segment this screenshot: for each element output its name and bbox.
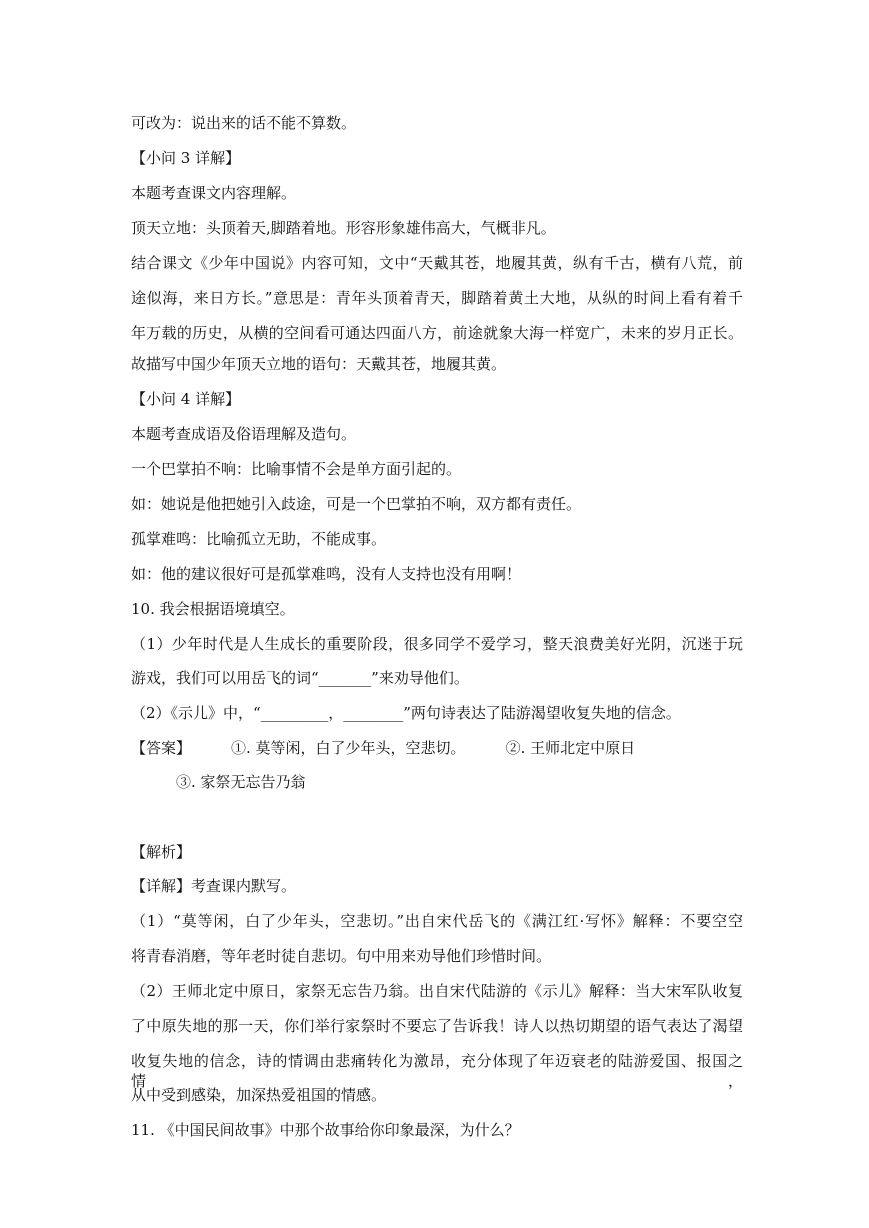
text-line: 如：她说是他把她引入歧途，可是一个巴掌拍不响，双方都有责任。 [131, 495, 582, 513]
text-line: 游戏，我们可以用岳飞的词“_______”来劝导他们。 [131, 669, 469, 687]
section-heading: 【解析】 [131, 843, 192, 861]
text-line: 孤掌难鸣：比喻孤立无助，不能成事。 [131, 530, 387, 548]
section-heading: 【小问 4 详解】 [131, 390, 241, 408]
text-line: 结合课文《少年中国说》内容可知，文中“天戴其苍，地履其黄，纵有千古，横有八荒，前 [131, 254, 743, 272]
text-line: 从中受到感染，加深热爱祖国的情感。 [131, 1086, 387, 1104]
answer-label: 【答案】 [131, 739, 192, 757]
text-line: 可改为：说出来的话不能不算数。 [131, 114, 357, 132]
text-line: 如：他的建议很好可是孤掌难鸣，没有人支持也没有用啊！ [131, 565, 522, 583]
answer-item: ①. 莫等闲，白了少年头，空悲切。 [231, 739, 466, 757]
answer-line [131, 738, 743, 758]
text-line: （1）“莫等闲，白了少年头，空悲切。”出自宋代岳飞的《满江红·写怀》解释：不要空空 [131, 912, 743, 930]
text-line: （2）《示儿》中，“_________，________”两句诗表达了陆游渴望收复失地的信念。 [131, 704, 681, 722]
text-line: 途似海，来日方长。”意思是：青年头顶着青天，脚踏着黄土大地，从纵的时间上看有着千 [131, 289, 743, 307]
text-line: 本题考查课文内容理解。 [131, 184, 297, 202]
question-title: 10. 我会根据语境填空。 [131, 600, 295, 618]
text-line: 顶天立地：头顶着天,脚踏着地。形容形象雄伟高大，气概非凡。 [131, 219, 556, 237]
text-line: 本题考查成语及俗语理解及造句。 [131, 425, 357, 443]
text-line: 年万载的历史，从横的空间看可通达四面八方，前途就象大海一样宽广，未来的岁月正长。 [131, 324, 743, 342]
question-title: 11. 《中国民间故事》中那个故事给你印象最深，为什么？ [131, 1121, 520, 1139]
text-line: （2）王师北定中原日，家祭无忘告乃翁。出自宋代陆游的《示儿》解释：当大宋军队收复 [131, 982, 743, 1000]
section-heading: 【小问 3 详解】 [131, 149, 241, 167]
text-line: （1）少年时代是人生成长的重要阶段，很多同学不爱学习，整天浪费美好光阴，沉迷于玩 [131, 635, 743, 653]
text-line: 一个巴掌拍不响：比喻事情不会是单方面引起的。 [131, 460, 462, 478]
answer-item: ③. 家祭无忘告乃翁 [176, 773, 306, 791]
text-line: 故描写中国少年顶天立地的语句：天戴其苍，地履其黄。 [131, 355, 507, 373]
text-line: 收复失地的信念，诗的情调由悲痛转化为激昂，充分体现了年迈衰老的陆游爱国、报国之情， [131, 1052, 743, 1090]
text-line: 将青春消磨，等年老时徒自悲切。句中用来劝导他们珍惜时间。 [131, 947, 552, 965]
text-line: 了中原失地的那一天，你们举行家祭时不要忘了告诉我！诗人以热切期望的语气表达了渴望 [131, 1017, 743, 1035]
answer-item: ②. 王师北定中原日 [505, 739, 636, 757]
text-line: 【详解】考查课内默写。 [131, 877, 297, 895]
